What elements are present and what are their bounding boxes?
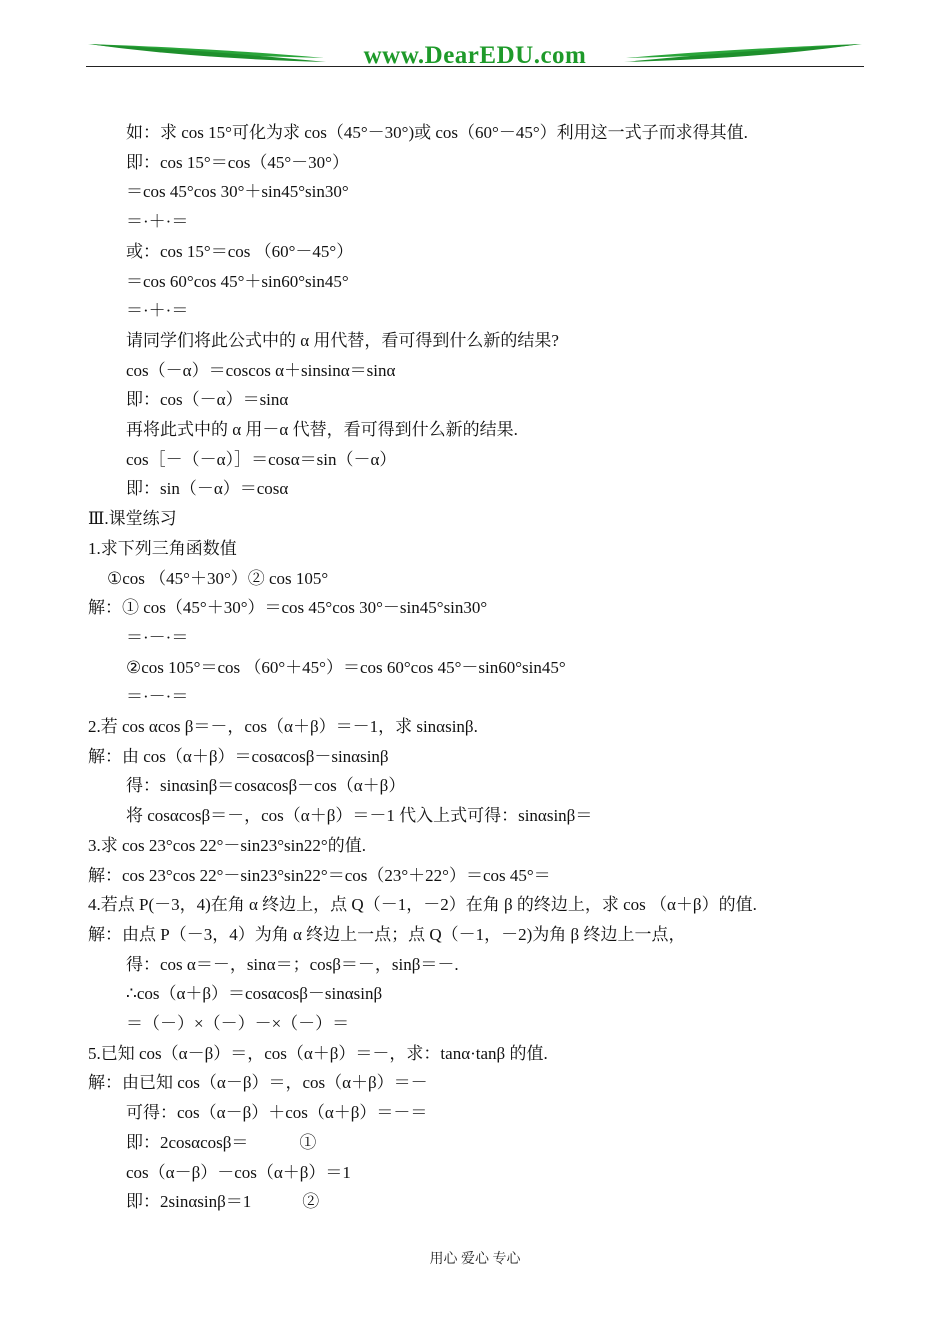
text-line: ＝cos 45°cos 30°＋sin45°sin30° (126, 182, 349, 201)
text-line: ∴cos（α＋β）＝cosαcosβ－sinαsinβ (126, 984, 383, 1003)
page-header (86, 36, 864, 76)
text-line: 将 cosαcosβ＝－，cos（α＋β）＝－1 代入上式可得：sinαsinβ＝ (126, 806, 593, 825)
text-line: 再将此式中的 α 用－α 代替，看可得到什么新的结果. (126, 420, 518, 439)
text-line: 即：sin（－α）＝cosα (126, 479, 289, 498)
text-line: 3.求 cos 23°cos 22°－sin23°sin22°的值. (88, 836, 366, 855)
text-line: 即：cos 15°＝cos（45°－30°） (126, 153, 349, 172)
text-line: 请同学们将此公式中的 α 用代替，看可得到什么新的结果? (126, 331, 559, 350)
text-line: cos（α－β）－cos（α＋β）＝1 (126, 1163, 351, 1182)
footer-slogan: 用心 爱心 专心 (429, 1252, 521, 1267)
text-line: ＝（－）×（－）－×（－）＝ (126, 1014, 350, 1033)
text-line: 可得：cos（α－β）＋cos（α＋β）＝－＝ (126, 1103, 428, 1122)
text-line: 2.若 cos αcos β＝－，cos（α＋β）＝－1，求 sinαsinβ. (88, 717, 478, 736)
text-line: ＝·－·＝ (126, 628, 189, 647)
text-line: ①cos （45°＋30°）② cos 105° (107, 569, 329, 588)
text-line: 即：cos（－α）＝sinα (126, 390, 289, 409)
text-line: 或：cos 15°＝cos （60°－45°） (126, 242, 354, 261)
text-line: 即：2sinαsinβ＝1 ② (126, 1192, 320, 1211)
text-line: cos（－α）＝coscos α＋sinsinα＝sinα (126, 361, 396, 380)
text-line: ＝·－·＝ (126, 687, 189, 706)
text-line: Ⅲ.课堂练习 (88, 509, 177, 528)
text-line: 5.已知 cos（α－β）＝，cos（α＋β）＝－，求：tanα·tanβ 的值. (88, 1044, 548, 1063)
text-line: 即：2cosαcosβ＝ ① (126, 1133, 317, 1152)
text-line: 解：cos 23°cos 22°－sin23°sin22°＝cos（23°＋22°）＝cos 45°＝ (88, 866, 551, 885)
text-line: 1.求下列三角函数值 (88, 539, 237, 558)
text-line: 4.若点 P(－3，4)在角 α 终边上，点 Q（－1，－2）在角 β 的终边上，求 cos （α＋β）的值. (88, 895, 757, 914)
site-name[interactable]: www.DearEDU.com (363, 42, 587, 69)
text-line: 解：由点 P（－3，4）为角 α 终边上一点；点 Q（－1，－2)为角 β 终边上一点， (88, 925, 686, 944)
text-line: 得：sinαsinβ＝cosαcosβ－cos（α＋β） (126, 776, 406, 795)
header-rule (86, 66, 864, 67)
text-line: 得：cos α＝－，sinα＝；cosβ＝－，sinβ＝－. (126, 955, 459, 974)
text-line: ＝·＋·＝ (126, 301, 189, 320)
text-line: ②cos 105°＝cos （60°＋45°）＝cos 60°cos 45°－sin60°sin45° (126, 658, 566, 677)
text-line: 解：由已知 cos（α－β）＝，cos（α＋β）＝－ (88, 1073, 428, 1092)
text-line: cos［－（－α）］＝cosα＝sin（－α） (126, 450, 397, 469)
text-line: ＝·＋·＝ (126, 212, 189, 231)
text-line: ＝cos 60°cos 45°＋sin60°sin45° (126, 272, 349, 291)
text-line: 解：由 cos（α＋β）＝cosαcosβ－sinαsinβ (88, 747, 389, 766)
text-line: 如：求 cos 15°可化为求 cos（45°－30°)或 cos（60°－45°）利用这一式子而求得其值. (126, 123, 748, 142)
text-line: 解：① cos（45°＋30°）＝cos 45°cos 30°－sin45°sin30° (88, 598, 488, 617)
